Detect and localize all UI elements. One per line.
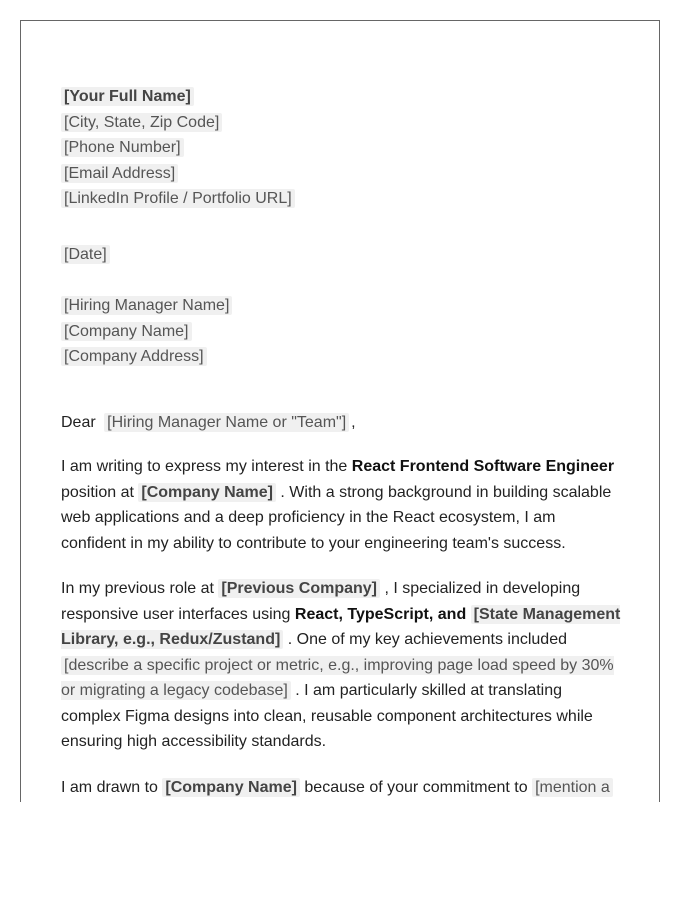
placeholder-hiring-manager[interactable]: [Hiring Manager Name] [61,296,232,315]
sender-city-state-zip [61,110,222,135]
placeholder-p3-company[interactable]: [Company Name] [162,778,300,797]
p1-role: React Frontend Software Engineer [351,458,615,475]
letter-date [61,242,110,267]
p2-text-4: . I am particularly skilled at translating complex Figma designs into clean, reusable component architectures while ensuring high accessibility standards. [61,682,593,750]
p2-text-1: In my previous role at [61,580,219,597]
placeholder-phone[interactable]: [Phone Number] [61,138,184,157]
placeholder-achievement[interactable]: [describe a specific project or metric, e.g., improving page load speed by 30% or migrating a legacy codebase] [61,656,614,699]
placeholder-email[interactable]: [Email Address] [61,164,178,183]
sender-linkedin [61,186,295,211]
placeholder-linkedin[interactable]: [LinkedIn Profile / Portfolio URL] [61,189,295,208]
sender-full-name [61,84,194,109]
recipient-manager-name [61,293,232,318]
p2-text-2: , I specialized in developing responsive user interfaces using [61,580,581,623]
placeholder-company-name[interactable]: [Company Name] [61,322,192,341]
salutation-comma: , [351,414,356,431]
p3-text-2: because of your commitment to [304,779,533,796]
sender-phone [61,135,184,160]
document-page [20,20,660,802]
p2-text-3: . One of my key achievements included [283,631,567,648]
p1-text-1: I am writing to express my interest in the [61,458,352,475]
p1-text-2: position at [61,483,139,501]
salutation [61,410,356,435]
paragraph-motivation [61,775,623,801]
paragraph-intro [61,454,623,556]
placeholder-state-library[interactable]: [State Management Library, e.g., Redux/Zustand] [61,605,621,648]
recipient-company-name [61,319,192,344]
placeholder-p1-company[interactable]: [Company Name] [138,483,276,502]
placeholder-previous-company[interactable]: [Previous Company] [218,579,380,598]
p3-text-1: I am drawn to [61,779,163,796]
placeholder-company-address[interactable]: [Company Address] [61,347,207,366]
p2-tech: React, TypeScript, and [294,605,467,623]
placeholder-full-name[interactable]: [Your Full Name] [61,87,194,106]
paragraph-experience [61,576,623,755]
placeholder-city-state-zip[interactable]: [City, State, Zip Code] [61,113,222,132]
salutation-dear: Dear [61,414,96,431]
p1-text-3: . With a strong background in building scalable web applications and a deep proficiency in the React ecosystem, I am confident in my ability to contribute to your engineering team's success. [61,483,612,552]
sender-email [61,161,178,186]
placeholder-date[interactable]: [Date] [61,245,110,264]
placeholder-salutation-name[interactable]: [Hiring Manager Name or "Team"] [104,413,349,432]
placeholder-mention[interactable]: [mention a [532,778,613,797]
recipient-company-address [61,344,207,369]
